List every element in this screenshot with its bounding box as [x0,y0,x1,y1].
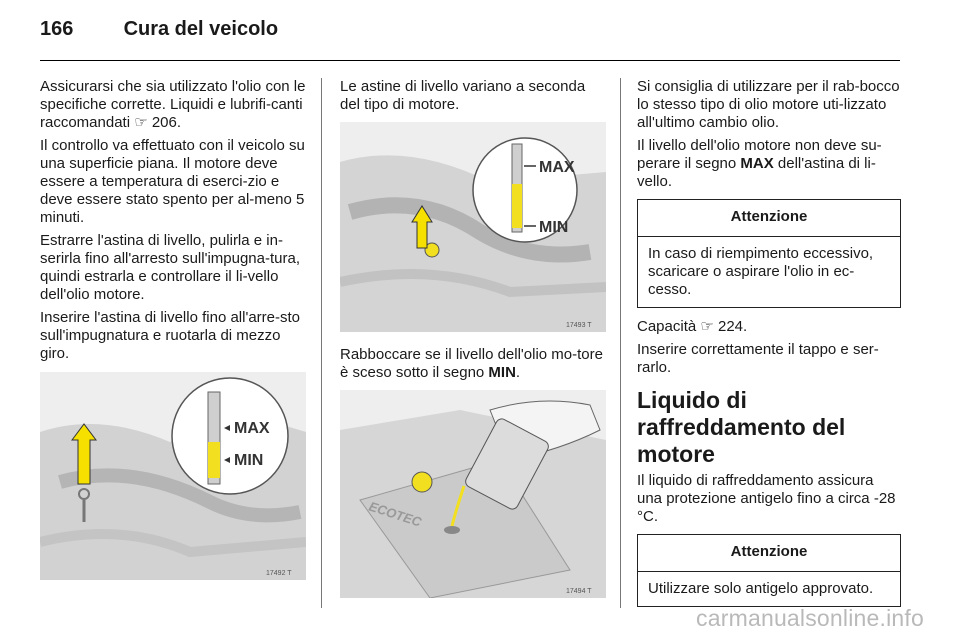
max-label: MAX [234,420,270,437]
page-header [40,18,278,41]
column-3 [637,78,901,617]
oil-level-fill [512,184,522,228]
dipstick-figure-1 [40,372,306,580]
section-heading-coolant: Liquido di raffreddamento del motore [637,387,846,467]
watermark: carmanualsonline.info [696,605,924,631]
warning-title: Attenzione [638,200,900,237]
figure-code: 17492 T [266,570,292,577]
oil-fill-figure [340,390,606,598]
paragraph-oil-spec: Assicurarsi che sia utilizzato l'olio con le specifiche corrette. Liquidi e lubrifi-canti raccomandati ☞ 206. [40,78,306,131]
column-divider-1 [321,78,322,608]
paragraph-dipstick-insert: Inserire l'astina di livello fino all'arre-sto sull'impugnatura e ruotarla di mezzo giro. [40,309,301,362]
warning-body: Utilizzare solo antigelo approvato. [648,580,874,597]
column-divider-2 [620,78,621,608]
paragraph-coolant: Il liquido di raffreddamento assicura una protezione antigelo fino a circa -28 °C. [637,472,896,525]
figure-code: 17493 T [566,322,592,329]
warning-box-overfill [637,199,901,308]
paragraph-capacity: Capacità ☞ 224. [637,318,748,335]
warning-title: Attenzione [638,535,900,572]
page-title: Cura del veicolo [123,18,279,40]
paragraph-check-conditions: Il controllo va effettuato con il veicolo su una superficie piana. Il motore deve essere a temperatura di eserci-zio e deve essere stato spento per al-meno 5 minuti. [40,137,305,226]
header-rule [40,60,900,61]
paragraph-dipstick-extract: Estrarre l'astina di livello, pulirla e in-serirla fino all'arresto sull'impugna-tura, quindi estrarla e controllare il li-vello dell'olio motore. [40,232,301,303]
max-label: MAX [539,159,575,176]
min-label: MIN [234,452,264,469]
oil-level-fill [208,442,220,478]
dipstick-figure-2 [340,122,606,332]
dipstick-zoom-circle [172,378,288,494]
paragraph-cap: Inserire correttamente il tappo e ser-rarlo. [637,341,879,376]
oil-cap [412,472,432,492]
column-2 [340,78,608,119]
min-label: MIN [539,219,569,236]
engine-label: ECOTEC [367,498,424,530]
min-mark-text: MIN [488,364,516,381]
column-1 [40,78,308,368]
column-2-lower [340,346,608,387]
paragraph-top-up: Rabboccare se il livello dell'olio mo-tore è sceso sotto il segno MIN. [340,346,603,381]
max-mark-text: MAX [740,155,774,172]
paragraph-dipstick-variants: Le astine di livello variano a seconda del tipo di motore. [340,78,586,113]
paragraph-same-oil: Si consiglia di utilizzare per il rab-bocco lo stesso tipo di olio motore uti-lizzato all'ultimo cambio olio. [637,78,900,131]
warning-body: In caso di riempimento eccessivo, scaricare o aspirare l'olio in ec-cesso. [648,245,874,298]
figure-code: 17494 T [566,588,592,595]
paragraph-max-level: Il livello dell'olio motore non deve su-perare il segno MAX dell'astina di li-vello. [637,137,882,190]
warning-box-antifreeze [637,534,901,607]
page-number: 166 [40,18,74,40]
